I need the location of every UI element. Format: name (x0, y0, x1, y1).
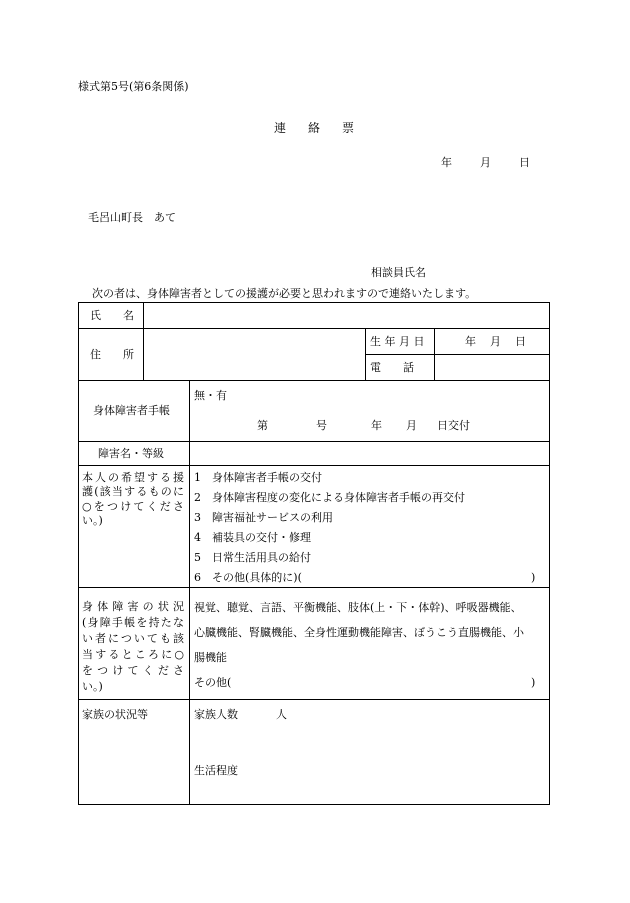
address-label: 住 所 (90, 348, 134, 361)
living-standard-label[interactable]: 生活程度 (194, 764, 238, 777)
date-day: 日 (519, 156, 530, 169)
support-option[interactable]: 6 その他(具体的に)( (194, 571, 302, 584)
condition-label-line: 身体障害の状況 (82, 600, 184, 613)
birthdate-day: 日 (515, 335, 526, 348)
family-count-label: 家族人数 (194, 708, 238, 721)
title-char: 連 (274, 121, 289, 135)
handbook-issue-year: 年 (371, 419, 382, 432)
support-options (194, 471, 465, 591)
support-option[interactable]: 3 障害福祉サービスの利用 (194, 511, 333, 524)
condition-options (194, 601, 524, 701)
birthdate-year: 年 (465, 335, 476, 348)
support-other-close: ) (531, 571, 536, 584)
condition-other[interactable]: その他( (194, 676, 232, 689)
birthdate-month: 月 (490, 335, 501, 348)
date-year: 年 (441, 156, 452, 169)
condition-line[interactable]: 心臓機能、腎臓機能、全身性運動機能障害、ぼうこう直腸機能、小 (194, 626, 524, 639)
handbook-number (257, 419, 470, 433)
title-char: 絡 (308, 121, 323, 135)
handbook-issue-month: 月 (406, 419, 417, 432)
condition-line[interactable]: 腸機能 (194, 651, 227, 664)
addressee: 毛呂山町長 あて (88, 211, 176, 224)
form-number: 様式第5号(第6条関係) (78, 80, 189, 93)
title-char: 票 (342, 121, 357, 135)
document-date (441, 156, 530, 170)
support-option[interactable]: 2 身体障害程度の変化による身体障害者手帳の再交付 (194, 491, 465, 504)
condition-label-line: い者についても該 (82, 632, 184, 645)
condition-label (82, 599, 184, 695)
handbook-label: 身体障害者手帳 (93, 404, 170, 417)
phone-field[interactable] (439, 357, 545, 377)
support-option[interactable]: 5 日常生活用具の給付 (194, 551, 311, 564)
condition-label-line: 当するところに○ (82, 648, 184, 661)
support-label (82, 471, 184, 528)
handbook-number-prefix: 第 (257, 419, 268, 432)
name-field[interactable] (147, 306, 545, 326)
condition-other-close: ) (531, 676, 536, 689)
consultant-name-label: 相談員氏名 (371, 266, 426, 279)
address-field[interactable] (147, 331, 361, 377)
support-option[interactable]: 1 身体障害者手帳の交付 (194, 471, 322, 484)
support-label-line: 護(該当するものに (82, 485, 184, 499)
support-label-line: い。) (82, 513, 103, 527)
family-label: 家族の状況等 (82, 708, 148, 721)
handbook-issue-day: 日交付 (437, 419, 470, 432)
referral-table (78, 302, 550, 805)
birthdate-label: 生 年 月 日 (370, 335, 425, 348)
document-title (274, 121, 356, 137)
condition-label-line: をつけてくださ (82, 664, 184, 677)
condition-label-line: い。) (82, 680, 103, 693)
support-option[interactable]: 4 補装具の交付・修理 (194, 531, 311, 544)
condition-line[interactable]: 視覚、聴覚、言語、平衡機能、肢体(上・下・体幹)、呼吸器機能、 (194, 601, 522, 614)
date-month: 月 (480, 156, 491, 169)
name-label: 氏 名 (90, 309, 134, 322)
condition-label-line: (身障手帳を持たな (82, 616, 184, 629)
handbook-presence[interactable]: 無・有 (194, 389, 227, 402)
birthdate-value[interactable] (465, 335, 526, 349)
family-count[interactable] (194, 708, 287, 722)
handbook-number-suffix: 号 (316, 419, 327, 432)
support-label-line: ○をつけてくださ (82, 499, 184, 513)
family-count-unit: 人 (276, 708, 287, 721)
intro-text: 次の者は、身体障害者としての援護が必要と思われますので連絡いたします。 (92, 287, 477, 300)
phone-label: 電 話 (370, 361, 414, 374)
disability-field[interactable] (194, 444, 545, 463)
support-label-line: 本人の希望する援 (82, 471, 184, 484)
disability-label: 障害名・等級 (98, 447, 164, 460)
